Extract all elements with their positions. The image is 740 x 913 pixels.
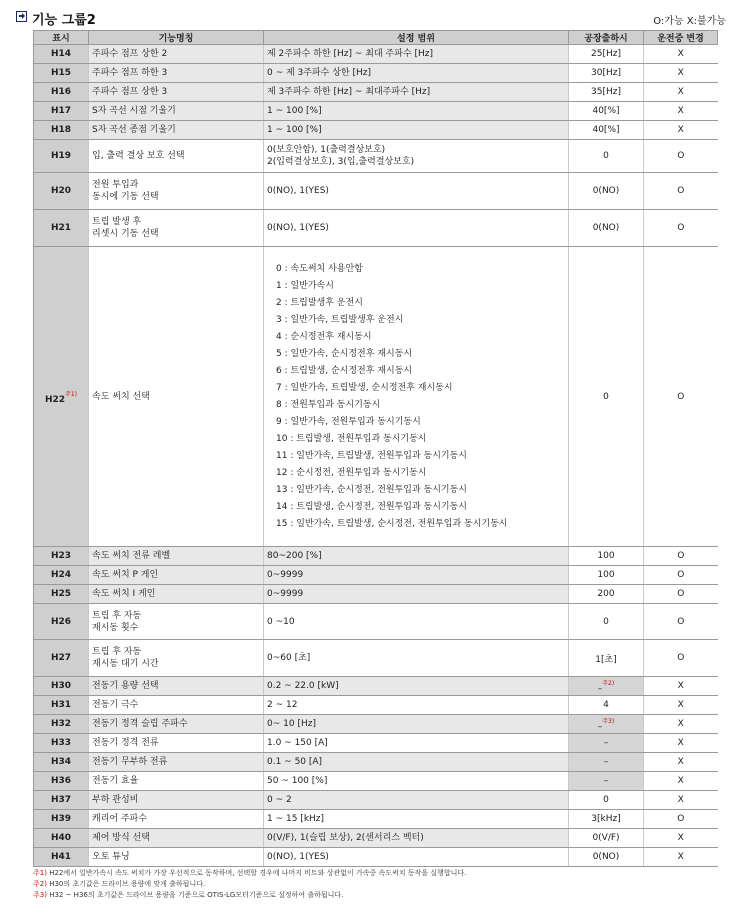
cell-name (89, 140, 264, 173)
name-line: 캐리어 주파수 (92, 814, 148, 824)
range-line: 제 2주파수 하한 [Hz] ~ 최대 주파수 [Hz] (267, 49, 433, 59)
name-line: 주파수 점프 상한 3 (92, 87, 168, 97)
cell-change: O (644, 566, 718, 585)
table-row (34, 810, 718, 829)
header-name: 기능명칭 (89, 31, 264, 45)
cell-range (264, 140, 569, 173)
function-table (33, 30, 718, 867)
code-text: H19 (50, 151, 72, 161)
cell-factory (569, 83, 644, 102)
cell-name (89, 810, 264, 829)
range-line: 1 ~ 100 [%] (267, 106, 322, 116)
footnote (33, 879, 466, 890)
cell-factory (569, 247, 644, 547)
header-change: 운전중 변경 (644, 31, 718, 45)
factory-value: 1[초] (595, 654, 617, 665)
factory-value: 4 (603, 700, 609, 710)
cell-change: X (644, 45, 718, 64)
code-text: H21 (50, 223, 72, 233)
range-line: 2 ~ 12 (267, 700, 298, 710)
name-line: 전동기 용량 선택 (92, 681, 159, 691)
cell-name (89, 121, 264, 140)
footnote (33, 868, 466, 879)
cell-name (89, 604, 264, 640)
cell-range (264, 772, 569, 791)
header-range: 설정 범위 (264, 31, 569, 45)
name-line: 트립 후 자동 (92, 647, 142, 657)
cell-change: O (644, 547, 718, 566)
table-row (34, 772, 718, 791)
cell-code (34, 791, 89, 810)
cell-change: O (644, 604, 718, 640)
range-line: 0~ 10 [Hz] (267, 719, 316, 729)
range-line: 1 ~ 100 [%] (267, 125, 322, 135)
footnote-text: H30의 초기값은 드라이브 용량에 맞게 출하됩니다. (49, 880, 206, 888)
cell-range (264, 566, 569, 585)
name-line: 속도 써치 P 게인 (92, 570, 159, 580)
range-line: 4 : 순시정전후 재시동시 (276, 331, 372, 342)
code-text: H18 (50, 125, 72, 135)
code-text: H23 (50, 551, 72, 561)
factory-value: 0 (603, 795, 609, 805)
factory-value: 200 (597, 589, 615, 599)
code-text: H14 (50, 49, 72, 59)
footnote-text: H22에서 일반가속시 속도 써치가 가장 우선적으로 동작하며, 선택할 경우에 나머지 비트와 상관없이 가속중 속도써치 동작을 실행합니다. (49, 869, 467, 877)
range-line: 2(입력결상보호), 3(입,출력결상보호) (267, 157, 415, 167)
cell-range (264, 45, 569, 64)
cell-code (34, 677, 89, 696)
cell-change: X (644, 753, 718, 772)
cell-name (89, 715, 264, 734)
range-line: 5 : 일반가속, 순시정전후 재시동시 (276, 348, 413, 359)
cell-change: X (644, 791, 718, 810)
cell-factory (569, 753, 644, 772)
cell-range (264, 64, 569, 83)
name-line: 속도 써치 선택 (92, 391, 150, 402)
range-line: 3 : 일반가속, 트립발생후 운전시 (276, 314, 404, 325)
factory-value: 0(NO) (592, 223, 620, 233)
factory-value: 0 (603, 391, 609, 402)
cell-code (34, 772, 89, 791)
cell-name (89, 585, 264, 604)
table-row (34, 547, 718, 566)
cell-change: O (644, 810, 718, 829)
cell-change: O (644, 140, 718, 173)
cell-name (89, 640, 264, 677)
cell-name (89, 753, 264, 772)
cell-factory (569, 829, 644, 848)
range-line: 0~60 [초] (267, 653, 311, 663)
cell-change: O (644, 173, 718, 210)
cell-name (89, 247, 264, 547)
name-line: S자 곡선 시점 기울기 (92, 106, 176, 116)
cell-change: X (644, 102, 718, 121)
cell-code (34, 121, 89, 140)
range-line: 0 : 속도써치 사용안함 (276, 263, 363, 274)
name-line: 주파수 점프 상한 2 (92, 49, 168, 59)
legend: O:가능 X:불가능 (653, 16, 726, 27)
cell-code (34, 566, 89, 585)
factory-value: 0(NO) (592, 852, 620, 862)
code-text: H32 (50, 719, 72, 729)
cell-factory (569, 734, 644, 753)
table-row (34, 140, 718, 173)
code-text: H34 (50, 757, 72, 767)
cell-factory (569, 140, 644, 173)
cell-code (34, 102, 89, 121)
table-row (34, 604, 718, 640)
cell-range (264, 121, 569, 140)
cell-factory (569, 772, 644, 791)
name-line: 부하 관성비 (92, 795, 139, 805)
header-factory: 공장출하시 (569, 31, 644, 45)
cell-name (89, 102, 264, 121)
cell-name (89, 547, 264, 566)
range-line: 80~200 [%] (267, 551, 322, 561)
cell-code (34, 547, 89, 566)
factory-note: 주3) (602, 718, 615, 725)
title-row (16, 9, 726, 29)
cell-range (264, 640, 569, 677)
name-line: 전동기 극수 (92, 700, 139, 710)
name-line: 오토 튜닝 (92, 852, 130, 862)
factory-value: 3[kHz] (591, 814, 621, 824)
cell-factory (569, 173, 644, 210)
cell-factory (569, 696, 644, 715)
cell-code (34, 140, 89, 173)
range-line: 10 : 트립발생, 전원투입과 동시기동시 (276, 433, 427, 444)
cell-name (89, 45, 264, 64)
factory-value: – (597, 684, 603, 694)
name-line: 재시동 대기 시간 (92, 659, 159, 669)
cell-change: X (644, 696, 718, 715)
cell-range (264, 547, 569, 566)
factory-value: 40[%] (592, 106, 620, 116)
cell-range (264, 210, 569, 247)
factory-value: 0 (603, 616, 609, 627)
range-line: 1 ~ 15 [kHz] (267, 814, 325, 824)
table-row (34, 677, 718, 696)
cell-name (89, 829, 264, 848)
cell-change: X (644, 83, 718, 102)
range-line: 14 : 트립발생, 순시정전, 전원투입과 동시기동시 (276, 501, 468, 512)
range-line: 0.1 ~ 50 [A] (267, 757, 323, 767)
cell-code (34, 810, 89, 829)
range-line: 50 ~ 100 [%] (267, 776, 328, 786)
factory-value: 100 (597, 551, 615, 561)
name-line: 재시동 횟수 (92, 622, 139, 633)
cell-change: X (644, 64, 718, 83)
table-row (34, 640, 718, 677)
table-row (34, 83, 718, 102)
cell-code (34, 604, 89, 640)
cell-code (34, 734, 89, 753)
factory-value: – (603, 757, 609, 767)
name-line: S자 곡선 종점 기울기 (92, 125, 176, 135)
range-line: 8 : 전원투입과 동시기동시 (276, 399, 381, 410)
table-row (34, 715, 718, 734)
table-row (34, 753, 718, 772)
cell-code (34, 753, 89, 772)
cell-change: X (644, 121, 718, 140)
name-line: 전동기 정격 전류 (92, 738, 159, 748)
code-text: H20 (50, 186, 72, 196)
cell-code (34, 715, 89, 734)
range-line: 0(NO), 1(YES) (267, 186, 329, 196)
table-row (34, 734, 718, 753)
table-row (34, 102, 718, 121)
factory-value: 100 (597, 570, 615, 580)
table-row (34, 585, 718, 604)
range-line: 0(NO), 1(YES) (267, 852, 329, 862)
cell-factory (569, 121, 644, 140)
cell-name (89, 64, 264, 83)
range-line: 0~9999 (267, 589, 304, 599)
table-row (34, 64, 718, 83)
range-line: 0.2 ~ 22.0 [kW] (267, 681, 339, 691)
factory-value: 25[Hz] (591, 49, 621, 59)
cell-factory (569, 547, 644, 566)
range-line: 9 : 일반가속, 전원투입과 동시기동시 (276, 416, 421, 427)
range-line: 6 : 트립발생, 순시정전후 재시동시 (276, 365, 413, 376)
cell-range (264, 83, 569, 102)
arrow-box-icon (16, 11, 27, 22)
range-line: 7 : 일반가속, 트립발생, 순시정전후 재시동시 (276, 382, 453, 393)
name-line: 전동기 정격 슬립 주파수 (92, 719, 188, 729)
code-text: H31 (50, 700, 72, 710)
name-line: 동시에 기동 선택 (92, 192, 159, 202)
range-line: 15 : 일반가속, 트립발생, 순시정전, 전원투입과 동시기동시 (276, 518, 508, 529)
factory-value: – (597, 722, 603, 732)
cell-code (34, 696, 89, 715)
code-text: H27 (50, 653, 72, 663)
factory-value: 0 (603, 151, 609, 161)
cell-range (264, 604, 569, 640)
range-line: 1.0 ~ 150 [A] (267, 738, 328, 748)
cell-change: O (644, 247, 718, 547)
code-text: H24 (50, 570, 72, 580)
range-line: 0(보호안함), 1(출력결상보호) (267, 145, 386, 155)
cell-name (89, 734, 264, 753)
footnote (33, 890, 466, 901)
range-line: 0 ~10 (267, 616, 295, 627)
cell-name (89, 566, 264, 585)
factory-value: – (603, 776, 609, 786)
name-line: 리셋시 기동 선택 (92, 229, 159, 239)
table-row (34, 173, 718, 210)
cell-code (34, 45, 89, 64)
cell-name (89, 696, 264, 715)
name-line: 주파수 점프 하한 3 (92, 68, 168, 78)
cell-factory (569, 64, 644, 83)
table-row (34, 848, 718, 867)
cell-range (264, 585, 569, 604)
table-body (34, 45, 718, 867)
cell-range (264, 677, 569, 696)
name-line: 속도 써치 I 게인 (92, 589, 156, 599)
factory-value: 30[Hz] (591, 68, 621, 78)
table-row (34, 45, 718, 64)
cell-name (89, 677, 264, 696)
range-line: 0 ~ 2 (267, 795, 292, 805)
cell-code (34, 829, 89, 848)
footnote-mark: 주3) (33, 891, 47, 899)
footnote-text: H32 ~ H36의 초기값은 드라이브 용량을 기준으로 OTIS-LG모터기준으로 설정하여 출하됩니다. (49, 891, 344, 899)
cell-change: X (644, 715, 718, 734)
range-line: 13 : 일반가속, 순시정전, 전원투입과 동시기동시 (276, 484, 468, 495)
code-text: H37 (50, 795, 72, 805)
footnote-mark: 주1) (33, 869, 47, 877)
name-line: 전원 투입과 (92, 180, 139, 190)
cell-name (89, 173, 264, 210)
header-code: 표시 (34, 31, 89, 45)
code-text: H41 (50, 852, 72, 862)
code-text: H40 (50, 833, 72, 843)
range-line: 0(NO), 1(YES) (267, 223, 329, 233)
cell-range (264, 715, 569, 734)
cell-name (89, 83, 264, 102)
cell-factory (569, 810, 644, 829)
cell-factory (569, 791, 644, 810)
factory-value: 35[Hz] (591, 87, 621, 97)
code-text: H22 (44, 394, 66, 405)
cell-name (89, 210, 264, 247)
range-line: 0 ~ 제 3주파수 상한 [Hz] (267, 68, 371, 78)
cell-range (264, 829, 569, 848)
table-row (34, 791, 718, 810)
cell-range (264, 247, 569, 547)
cell-code (34, 640, 89, 677)
cell-factory (569, 677, 644, 696)
cell-code (34, 64, 89, 83)
range-line: 1 : 일반가속시 (276, 280, 334, 291)
range-line: 제 3주파수 하한 [Hz] ~ 최대주파수 [Hz] (267, 87, 431, 97)
cell-factory (569, 848, 644, 867)
range-line: 11 : 일반가속, 트립발생, 전원투입과 동시기동시 (276, 450, 468, 461)
footnote-mark: 주2) (33, 880, 47, 888)
cell-factory (569, 640, 644, 677)
cell-code (34, 848, 89, 867)
code-text: H39 (50, 814, 72, 824)
cell-code (34, 83, 89, 102)
cell-code (34, 173, 89, 210)
cell-change: O (644, 640, 718, 677)
cell-range (264, 753, 569, 772)
table-row (34, 829, 718, 848)
table-row (34, 121, 718, 140)
name-line: 전동기 효율 (92, 776, 139, 786)
table-row (34, 210, 718, 247)
name-line: 트립 발생 후 (92, 217, 142, 227)
code-note: 주1) (65, 390, 78, 398)
cell-factory (569, 102, 644, 121)
code-text: H16 (50, 87, 72, 97)
cell-range (264, 734, 569, 753)
code-text: H17 (50, 106, 72, 116)
cell-code (34, 210, 89, 247)
name-line: 입, 출력 결상 보호 선택 (92, 151, 185, 161)
cell-factory (569, 566, 644, 585)
code-text: H25 (50, 589, 72, 599)
footnotes (33, 868, 466, 901)
name-line: 제어 방식 선택 (92, 833, 150, 843)
cell-range (264, 791, 569, 810)
cell-change: X (644, 734, 718, 753)
factory-value: 0(V/F) (592, 833, 620, 843)
table-header (34, 31, 718, 45)
range-line: 2 : 트립발생후 운전시 (276, 297, 363, 308)
cell-range (264, 810, 569, 829)
table-row (34, 696, 718, 715)
cell-change: X (644, 848, 718, 867)
cell-range (264, 102, 569, 121)
cell-factory (569, 585, 644, 604)
range-line: 0(V/F), 1(슬립 보상), 2(센서리스 벡터) (267, 833, 424, 843)
factory-value: 40[%] (592, 125, 620, 135)
cell-change: X (644, 829, 718, 848)
code-text: H33 (50, 738, 72, 748)
name-line: 속도 써치 전류 레벨 (92, 551, 171, 561)
code-text: H15 (50, 68, 72, 78)
code-text: H36 (50, 776, 72, 786)
cell-change: X (644, 677, 718, 696)
cell-code (34, 585, 89, 604)
code-text: H26 (50, 616, 72, 627)
cell-factory (569, 45, 644, 64)
name-line: 트립 후 자동 (92, 610, 142, 621)
cell-name (89, 848, 264, 867)
page-title: 기능 그룹2 (32, 13, 96, 28)
cell-change: O (644, 210, 718, 247)
cell-factory (569, 715, 644, 734)
code-text: H30 (50, 681, 72, 691)
range-line: 12 : 순시정전, 전원투입과 동시기동시 (276, 467, 427, 478)
factory-value: – (603, 738, 609, 748)
cell-change: O (644, 585, 718, 604)
table-row (34, 566, 718, 585)
cell-name (89, 772, 264, 791)
cell-range (264, 173, 569, 210)
factory-value: 0(NO) (592, 186, 620, 196)
cell-range (264, 848, 569, 867)
name-line: 전동기 무부하 전류 (92, 757, 168, 767)
table-row (34, 247, 718, 547)
factory-note: 주2) (602, 680, 615, 687)
cell-change: X (644, 772, 718, 791)
cell-factory (569, 604, 644, 640)
range-line: 0~9999 (267, 570, 304, 580)
cell-code (34, 247, 89, 547)
cell-range (264, 696, 569, 715)
cell-factory (569, 210, 644, 247)
cell-name (89, 791, 264, 810)
